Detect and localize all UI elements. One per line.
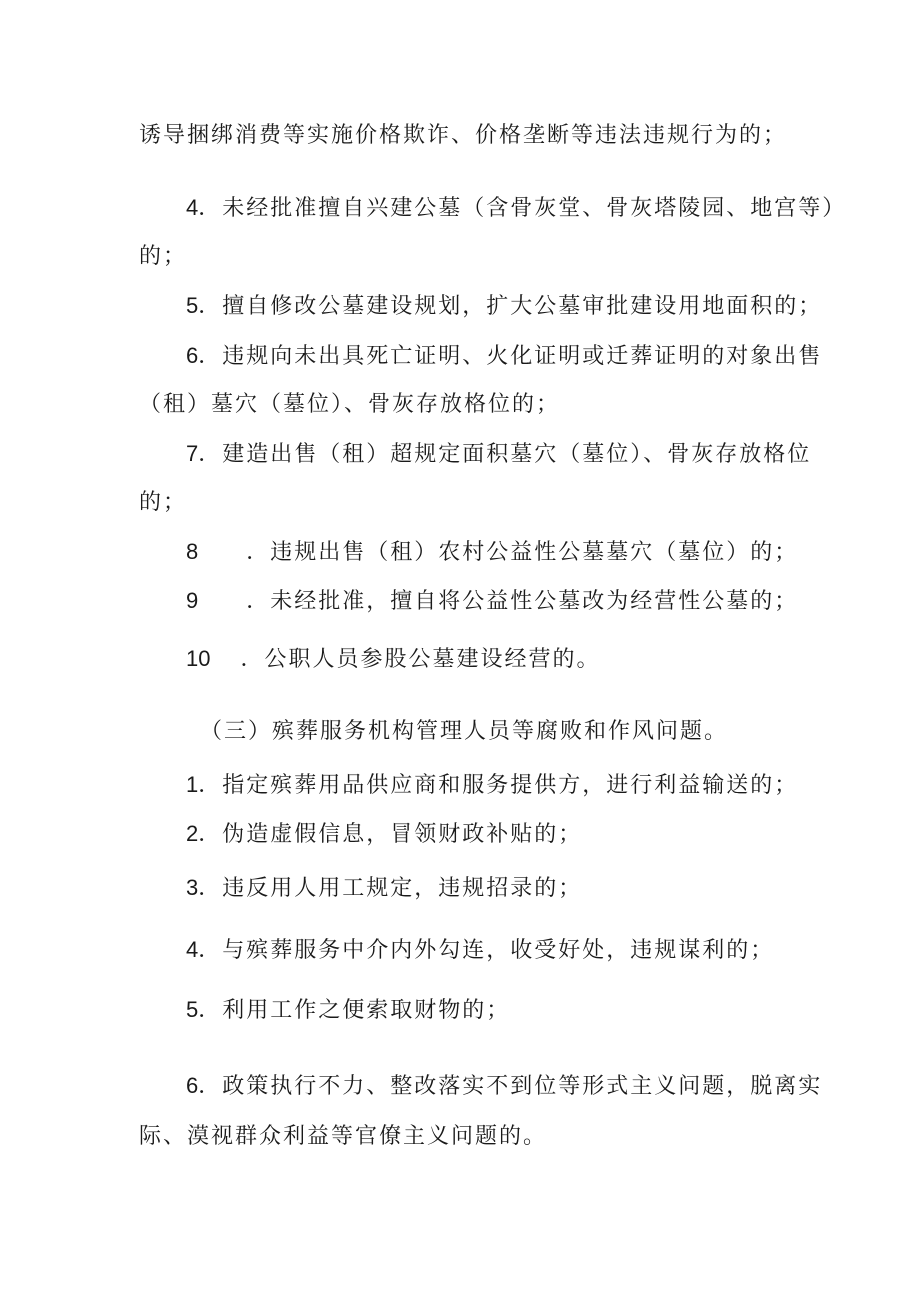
list-item-cemetery-4-cont: 的； <box>139 244 188 269</box>
list-item-section3-2: 2．伪造虚假信息，冒领财政补贴的； <box>186 821 583 847</box>
list-item-cemetery-7-cont: 的； <box>139 490 188 515</box>
list-item-section3-4: 4．与殡葬服务中介内外勾连，收受好处，违规谋利的； <box>186 937 775 963</box>
list-item-cemetery-6: 6．违规向未出具死亡证明、火化证明或迁葬证明的对象出售 <box>186 343 823 369</box>
list-item-section3-3: 3．违反用人用工规定，违规招录的； <box>186 875 583 901</box>
list-item-cemetery-9: 9 ．未经批准，擅自将公益性公墓改为经营性公墓的； <box>186 588 799 614</box>
list-item-section3-6-cont: 际、漠视群众利益等官僚主义问题的。 <box>139 1124 548 1149</box>
section-heading-3: （三）殡葬服务机构管理人员等腐败和作风问题。 <box>200 719 729 744</box>
list-item-cemetery-5: 5．擅自修改公墓建设规划，扩大公墓审批建设用地面积的； <box>186 293 823 319</box>
list-item-cemetery-8: 8 ．违规出售（租）农村公益性公墓墓穴（墓位）的； <box>186 539 799 565</box>
list-item-section3-6: 6．政策执行不力、整改落实不到位等形式主义问题，脱离实 <box>186 1073 823 1099</box>
list-item-cemetery-6-cont: （租）墓穴（墓位）、骨灰存放格位的； <box>139 392 561 417</box>
list-item-cemetery-4: 4．未经批准擅自兴建公墓（含骨灰堂、骨灰塔陵园、地宫等） <box>186 195 847 221</box>
list-item-cemetery-7: 7．建造出售（租）超规定面积墓穴（墓位）、骨灰存放格位 <box>186 441 812 467</box>
paragraph-continuation: 诱导捆绑消费等实施价格欺诈、价格垄断等违法违规行为的； <box>139 123 788 148</box>
list-item-cemetery-10: 10 ．公职人员参股公墓建设经营的。 <box>186 646 601 672</box>
list-item-section3-1: 1．指定殡葬用品供应商和服务提供方，进行利益输送的； <box>186 772 799 798</box>
list-item-section3-5: 5．利用工作之便索取财物的； <box>186 997 511 1023</box>
